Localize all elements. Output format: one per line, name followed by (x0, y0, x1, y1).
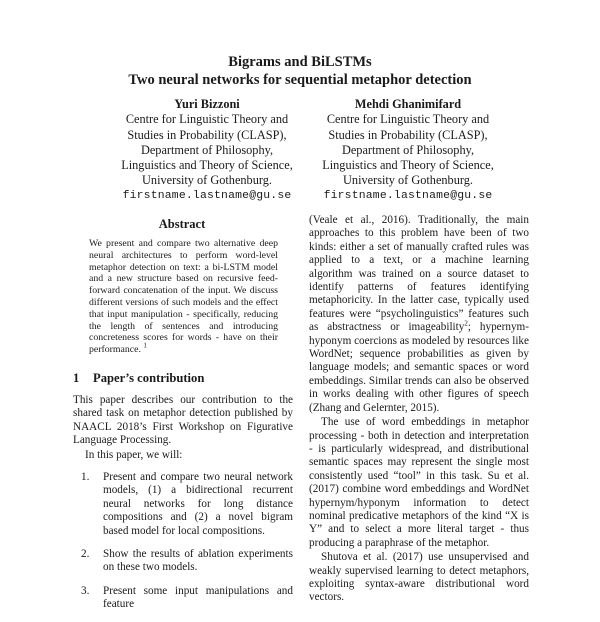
abstract-text: We present and compare two alternative deep neural architectures to perform word-level metaphor detection on text: a bi-LSTM model and a new structure based on recursive feed-forward concatenation of the input. We discuss different versions of such models and the effect that input manipulation - specifically, reducing the length of sentences and introducing concreteness scores for words - have on their performance. (89, 238, 278, 356)
paragraph (309, 214, 529, 415)
list-item (73, 585, 293, 612)
author-affiliation-line: Studies in Probability (CLASP), (127, 127, 287, 142)
list-item-text: Present some input manipulations and feature (103, 584, 293, 611)
paragraph: Shutova et al. (2017) use unsupervised and weakly supervised learning to detect metaphors, exploiting syntax-aware distributional word vectors. (309, 551, 529, 604)
paper-subtitle: Two neural networks for sequential metaphor detection (128, 72, 472, 88)
list-marker: 2. (81, 548, 90, 561)
paragraph: This paper describes our contribution to the shared task on metaphor detection published by NAACL 2018’s First Workshop on Figurative Language Processing. (73, 394, 293, 447)
footnote-mark: 1 (143, 341, 147, 350)
author-affiliation-line: Centre for Linguistic Theory and (326, 112, 490, 127)
section-heading (73, 371, 204, 386)
author-affiliation-line: Linguistics and Theory of Science, (121, 158, 293, 173)
abstract-heading: Abstract (158, 217, 206, 231)
paragraph: In this paper, we will: (85, 448, 183, 461)
author-email: firstname.lastname@gu.se (323, 189, 493, 202)
author-affiliation-line: Linguistics and Theory of Science, (322, 158, 494, 173)
paragraph-text: ; hypernym-hyponym coercions as modeled by resources like WordNet; sequence probabilities as given by language models; and semantic spaces or word embeddings. Similar trends can also be observed in works dealing with other figures of speech (Zhang and Gelernter, 2015). (309, 321, 529, 414)
paragraph: The use of word embeddings in metaphor processing - both in detection and interpretation - is particularly widespread, and distributional semantic spaces may represent the single most consistently used “tool” in this task. Su et al. (2017) combine word embeddings and WordNet hypernym/hyponym information to detect nominal predicative metaphors of the kind “X is Y” and to select a more literal target - thus producing a paraphrase of the metaphor. (309, 416, 529, 549)
author-affiliation-line: Department of Philosophy, (341, 142, 475, 157)
contribution-list (73, 471, 293, 612)
list-marker: 3. (81, 584, 90, 597)
author-block-2 (288, 97, 528, 204)
section-number: 1 (73, 371, 80, 385)
author-affiliation-line: Studies in Probability (CLASP), (328, 127, 488, 142)
paragraph-text: (Veale et al., 2016). Traditionally, the main approaches to this problem have been of two kinds: either a set of manually crafted rules was applied to a text, or a machine learning algorithm was trained on a source dataset to identify patterns of features identifying metaphoricity. In the latter case, typically used features were “psycholinguistics” features such as abstractness or imageability (309, 214, 529, 334)
list-item (73, 471, 293, 538)
left-column-body (73, 394, 293, 622)
right-column-body (309, 214, 529, 605)
list-marker: 1. (81, 471, 90, 484)
abstract-body (89, 238, 278, 356)
author-affiliation-line: Department of Philosophy, (140, 142, 274, 157)
footnote-mark: 2 (464, 319, 468, 328)
paper-title: Bigrams and BiLSTMs (228, 54, 372, 70)
author-affiliation-line: University of Gothenburg. (142, 173, 272, 188)
author-name: Mehdi Ghanimifard (354, 97, 462, 111)
list-item-text: Show the results of ablation experiments on these two models. (103, 548, 293, 574)
section-title: Paper’s contribution (93, 371, 205, 385)
author-email: firstname.lastname@gu.se (122, 189, 292, 202)
author-name: Yuri Bizzoni (174, 97, 240, 111)
list-item-text: Present and compare two neural network models, (1) a bidirectional recurrent neural networks for long distance compositions and (2) a novel bigram based model for local compositions. (103, 471, 293, 537)
author-affiliation-line: Centre for Linguistic Theory and (125, 112, 289, 127)
list-item (73, 548, 293, 575)
author-affiliation-line: University of Gothenburg. (343, 173, 473, 188)
